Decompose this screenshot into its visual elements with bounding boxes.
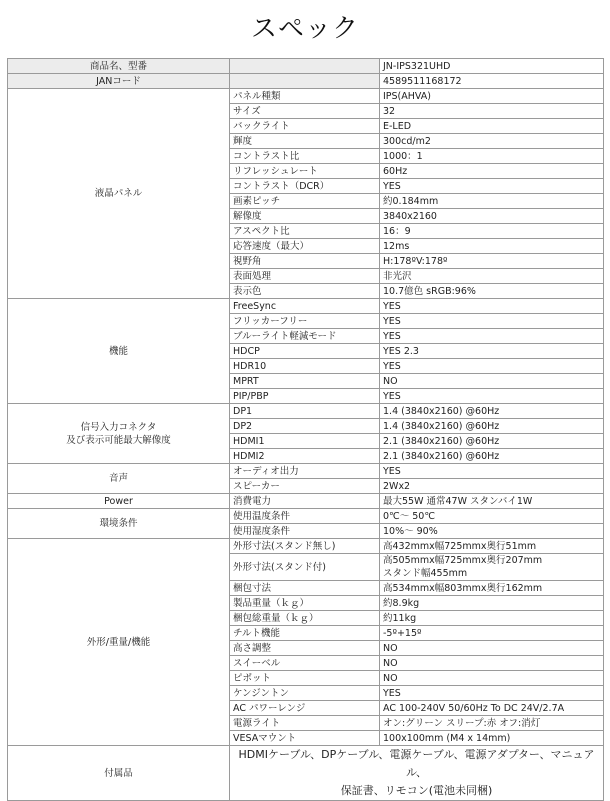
category-label-line: 信号入力コネクタ bbox=[80, 421, 157, 433]
category-audio: 音声 bbox=[8, 464, 230, 494]
spec-label: DP2 bbox=[230, 419, 380, 434]
spec-value: YES bbox=[380, 686, 604, 701]
table-row bbox=[8, 746, 604, 801]
product-name-label: 商品名、型番 bbox=[8, 59, 230, 74]
spec-value: 2.1 (3840x2160) @60Hz bbox=[380, 449, 604, 464]
spec-value: YES bbox=[380, 314, 604, 329]
category-connectors bbox=[8, 404, 230, 464]
spec-label: チルト機能 bbox=[230, 626, 380, 641]
spec-label: パネル種類 bbox=[230, 89, 380, 104]
spec-label: 外形寸法(スタンド付) bbox=[230, 554, 380, 581]
model-value: JN-IPS321UHD bbox=[380, 59, 604, 74]
spec-label: 電源ライト bbox=[230, 716, 380, 731]
spec-value: 1.4 (3840x2160) @60Hz bbox=[380, 404, 604, 419]
spec-label: FreeSync bbox=[230, 299, 380, 314]
spec-value: NO bbox=[380, 374, 604, 389]
spec-value: E-LED bbox=[380, 119, 604, 134]
table-row bbox=[8, 299, 604, 314]
spec-value: 10%～ 90% bbox=[380, 524, 604, 539]
spec-value bbox=[380, 554, 604, 581]
category-accessories: 付属品 bbox=[8, 746, 230, 801]
spec-value: 60Hz bbox=[380, 164, 604, 179]
spec-label: 画素ピッチ bbox=[230, 194, 380, 209]
jan-label: JANコード bbox=[8, 74, 230, 89]
spec-value: IPS(AHVA) bbox=[380, 89, 604, 104]
spec-label: 表面処理 bbox=[230, 269, 380, 284]
spec-label: サイズ bbox=[230, 104, 380, 119]
table-row bbox=[8, 404, 604, 419]
spec-label: アスペクト比 bbox=[230, 224, 380, 239]
spec-value: -5º+15º bbox=[380, 626, 604, 641]
spec-value: 約0.184mm bbox=[380, 194, 604, 209]
spec-value: 0℃～ 50℃ bbox=[380, 509, 604, 524]
spec-label: 表示色 bbox=[230, 284, 380, 299]
table-row bbox=[8, 89, 604, 104]
spec-value: 約8.9kg bbox=[380, 596, 604, 611]
spec-label: PIP/PBP bbox=[230, 389, 380, 404]
spec-label: 輝度 bbox=[230, 134, 380, 149]
spec-value: YES 2.3 bbox=[380, 344, 604, 359]
spec-label: 外形寸法(スタンド無し) bbox=[230, 539, 380, 554]
spec-label: HDMI1 bbox=[230, 434, 380, 449]
spec-table bbox=[7, 58, 604, 801]
table-row bbox=[8, 74, 604, 89]
spec-label: オーディオ出力 bbox=[230, 464, 380, 479]
empty-cell bbox=[230, 59, 380, 74]
spec-label: 高さ調整 bbox=[230, 641, 380, 656]
spec-label: 消費電力 bbox=[230, 494, 380, 509]
spec-label: 使用温度条件 bbox=[230, 509, 380, 524]
spec-value: YES bbox=[380, 329, 604, 344]
spec-label: ケンジントン bbox=[230, 686, 380, 701]
category-functions: 機能 bbox=[8, 299, 230, 404]
spec-label: フリッカーフリー bbox=[230, 314, 380, 329]
spec-value: 非光沢 bbox=[380, 269, 604, 284]
spec-label: HDR10 bbox=[230, 359, 380, 374]
spec-label: 梱包総重量（ｋｇ） bbox=[230, 611, 380, 626]
spec-label: コントラスト（DCR） bbox=[230, 179, 380, 194]
spec-value: 最大55W 通常47W スタンバイ1W bbox=[380, 494, 604, 509]
spec-label: 解像度 bbox=[230, 209, 380, 224]
spec-label: 使用湿度条件 bbox=[230, 524, 380, 539]
accessories-line-1: HDMIケーブル、DPケーブル、電源ケーブル、電源アダプター、マニュアル、 bbox=[238, 748, 595, 779]
category-physical: 外形/重量/機能 bbox=[8, 539, 230, 746]
spec-value: オン:グリーン スリープ:赤 オフ:消灯 bbox=[380, 716, 604, 731]
spec-value: 約11kg bbox=[380, 611, 604, 626]
spec-value: YES bbox=[380, 359, 604, 374]
spec-label: ブルーライト軽減モード bbox=[230, 329, 380, 344]
spec-value: 2Wx2 bbox=[380, 479, 604, 494]
spec-value: NO bbox=[380, 656, 604, 671]
spec-value: 1000：1 bbox=[380, 149, 604, 164]
spec-value: 3840x2160 bbox=[380, 209, 604, 224]
spec-label: VESAマウント bbox=[230, 731, 380, 746]
table-row bbox=[8, 464, 604, 479]
spec-label: 応答速度（最大） bbox=[230, 239, 380, 254]
spec-value: H:178ºV:178º bbox=[380, 254, 604, 269]
table-row bbox=[8, 509, 604, 524]
spec-value: 16：9 bbox=[380, 224, 604, 239]
spec-value: 32 bbox=[380, 104, 604, 119]
category-power: Power bbox=[8, 494, 230, 509]
spec-label: リフレッシュレート bbox=[230, 164, 380, 179]
spec-value-line: 高505mmx幅725mmx奥行207mm bbox=[383, 555, 543, 566]
spec-label: 視野角 bbox=[230, 254, 380, 269]
accessories-line-2: 保証書、リモコン(電池未同梱) bbox=[340, 784, 493, 797]
spec-label: コントラスト比 bbox=[230, 149, 380, 164]
spec-label: AC パワーレンジ bbox=[230, 701, 380, 716]
empty-cell bbox=[230, 74, 380, 89]
spec-label: 梱包寸法 bbox=[230, 581, 380, 596]
spec-label: スイーベル bbox=[230, 656, 380, 671]
jan-value: 4589511168172 bbox=[380, 74, 604, 89]
spec-value: 2.1 (3840x2160) @60Hz bbox=[380, 434, 604, 449]
spec-value: 高534mmx幅803mmx奥行162mm bbox=[380, 581, 604, 596]
spec-label: バックライト bbox=[230, 119, 380, 134]
spec-value: 1.4 (3840x2160) @60Hz bbox=[380, 419, 604, 434]
spec-value: 100x100mm (M4 x 14mm) bbox=[380, 731, 604, 746]
spec-value: YES bbox=[380, 179, 604, 194]
page-title: スペック bbox=[250, 14, 359, 44]
table-row bbox=[8, 494, 604, 509]
spec-value: 高432mmx幅725mmx奥行51mm bbox=[380, 539, 604, 554]
table-row bbox=[8, 59, 604, 74]
category-environment: 環境条件 bbox=[8, 509, 230, 539]
spec-label: DP1 bbox=[230, 404, 380, 419]
accessories-value bbox=[230, 746, 604, 801]
spec-value: 12ms bbox=[380, 239, 604, 254]
spec-value: YES bbox=[380, 299, 604, 314]
spec-value: YES bbox=[380, 389, 604, 404]
table-row bbox=[8, 539, 604, 554]
spec-value: AC 100-240V 50/60Hz To DC 24V/2.7A bbox=[380, 701, 604, 716]
spec-label: HDMI2 bbox=[230, 449, 380, 464]
spec-value: 10.7億色 sRGB:96% bbox=[380, 284, 604, 299]
spec-label: スピーカー bbox=[230, 479, 380, 494]
spec-label: HDCP bbox=[230, 344, 380, 359]
spec-label: ピボット bbox=[230, 671, 380, 686]
category-panel: 液晶パネル bbox=[8, 89, 230, 299]
spec-value: 300cd/m2 bbox=[380, 134, 604, 149]
spec-value-line: スタンド幅455mm bbox=[383, 568, 468, 579]
spec-value: YES bbox=[380, 464, 604, 479]
spec-label: MPRT bbox=[230, 374, 380, 389]
spec-label: 製品重量（ｋｇ） bbox=[230, 596, 380, 611]
spec-value: NO bbox=[380, 641, 604, 656]
category-label-line: 及び表示可能最大解像度 bbox=[66, 434, 171, 446]
spec-value: NO bbox=[380, 671, 604, 686]
